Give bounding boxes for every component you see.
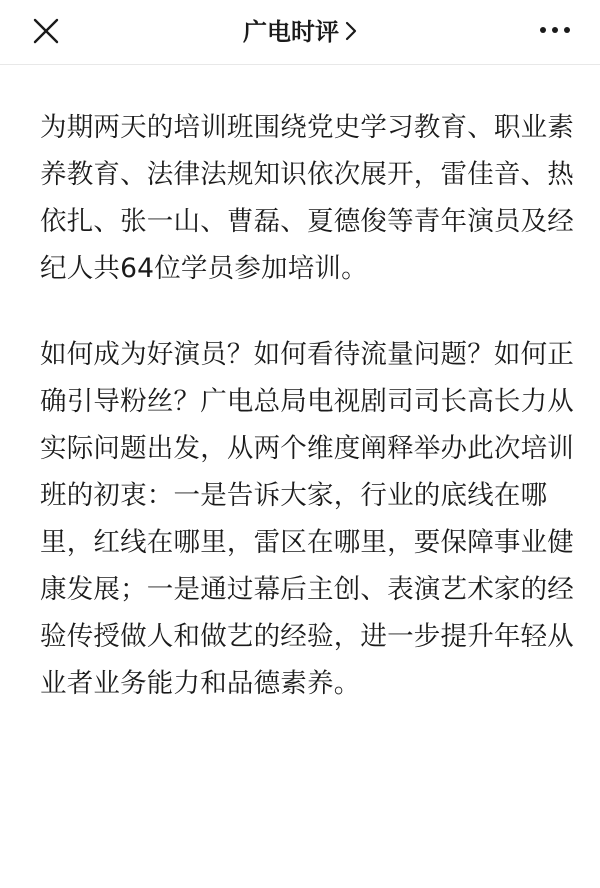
- more-dots-icon[interactable]: [538, 18, 572, 42]
- article-body: [40, 104, 580, 707]
- top-navigation-bar: [0, 0, 600, 65]
- article-paragraph: 如何成为好演员？如何看待流量问题？如何正确引导粉丝？广电总局电视剧司司长高长力从实际问题出发，从两个维度阐释举办此次培训班的初衷：一是告诉大家，行业的底线在哪里，红线在哪里，雷区在哪里，要保障事业健康发展；一是通过幕后主创、表演艺术家的经验传授做人和做艺的经验，进一步提升年轻从业者业务能力和品德素养。: [40, 339, 574, 699]
- account-title-button[interactable]: [0, 12, 600, 52]
- chevron-right-icon: [345, 21, 357, 41]
- article-paragraph: 为期两天的培训班围绕党史学习教育、职业素养教育、法律法规知识依次展开，雷佳音、热依扎、张一山、曹磊、夏德俊等青年演员及经纪人共64位学员参加培训。: [40, 112, 574, 284]
- account-title: 广电时评: [243, 18, 339, 46]
